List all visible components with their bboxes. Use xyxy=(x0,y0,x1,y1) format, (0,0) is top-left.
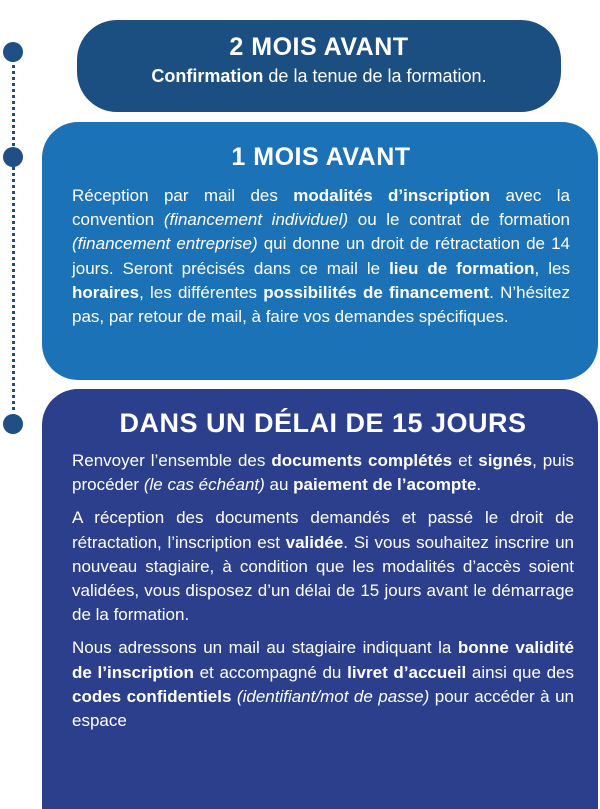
timeline-dot-step3 xyxy=(3,414,23,434)
step-paragraph-documents: Renvoyer l’ensemble des documents complétés et signés, puis procéder (le cas échéant) au paiement de l’acompte. xyxy=(72,451,574,495)
timeline-dot-step1 xyxy=(3,42,23,62)
step-card-15-days xyxy=(42,389,598,809)
step-description: Confirmation de la tenue de la formation. xyxy=(151,66,487,86)
step-card-1-month xyxy=(42,122,598,380)
step-title: 2 MOIS AVANT xyxy=(229,33,409,61)
step-title: DANS UN DÉLAI DE 15 JOURS xyxy=(119,408,527,438)
step-title: 1 MOIS AVANT xyxy=(231,143,411,171)
step-paragraph-access: Nous adressons un mail au stagiaire indiquant la bonne validité de l’inscription et accompagné du livret d’accueil ainsi que des codes confidentiels (identifiant/mot de passe) pour accéder à un espace xyxy=(72,638,575,731)
timeline-line xyxy=(12,58,15,418)
step-description: Réception par mail des modalités d’inscription avec la convention (financement individuel) ou le contrat de formation (financement entreprise) qui donne un droit de rétractation de 14 jours. Seront précisés dans ce mail le lieu de formation, les horaires, les différentes possibilités de financement. N’hésitez pas, par retour de mail, à faire vos demandes spécifiques. xyxy=(72,186,570,327)
step-paragraph-validation: A réception des documents demandés et passé le droit de rétractation, l’inscription est validée. Si vous souhaitez inscrire un nouveau stagiaire, à condition que les modalités d’accès soient validées, vous disposez d’un délai de 15 jours avant le démarrage de la formation. xyxy=(72,508,574,625)
timeline-dot-step2 xyxy=(3,147,23,167)
step-card-2-months xyxy=(77,20,561,112)
